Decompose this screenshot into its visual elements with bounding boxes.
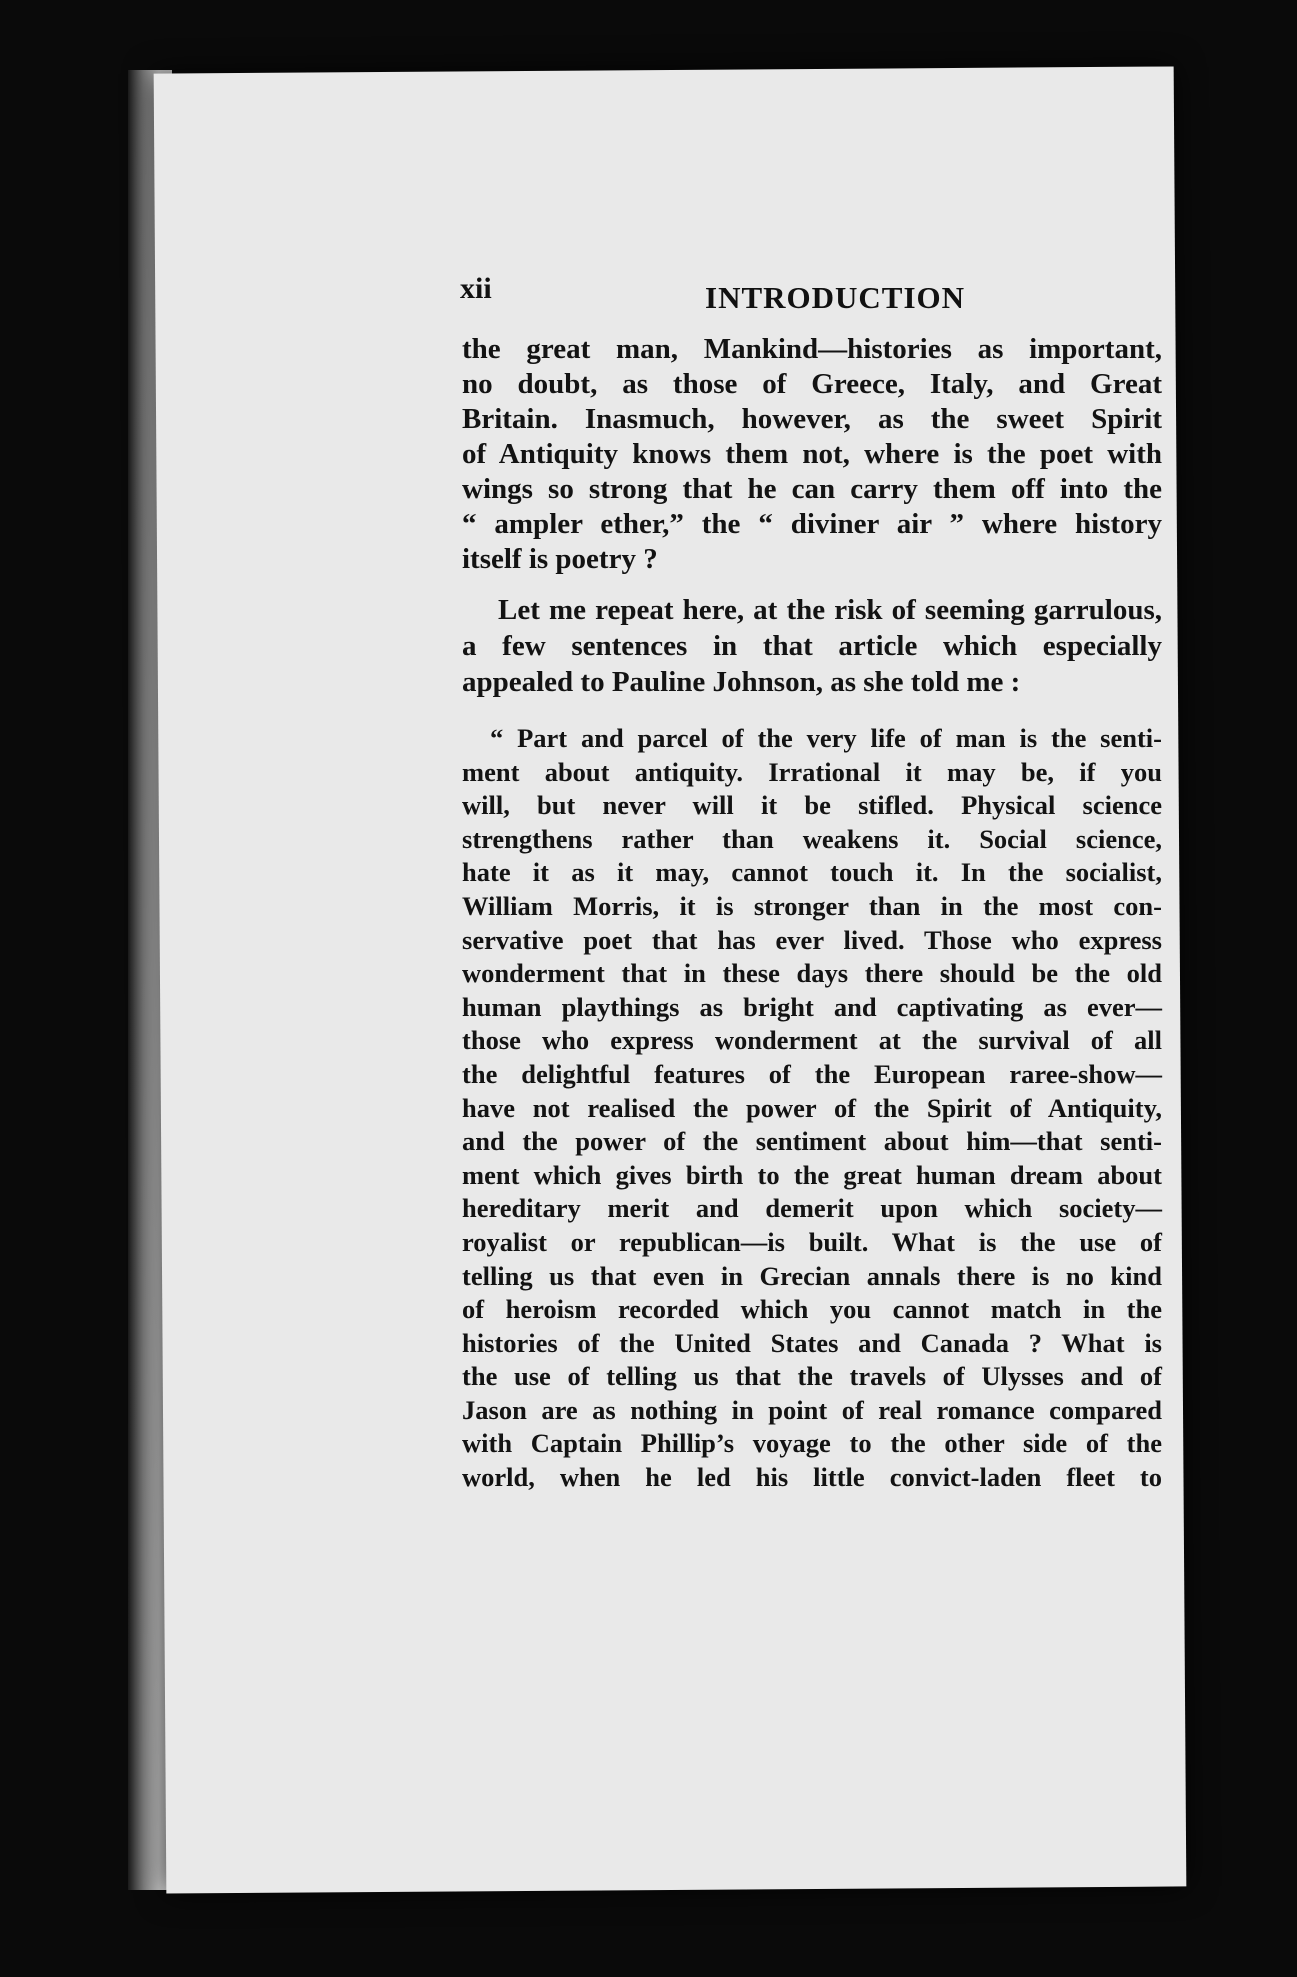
quote-line: with Captain Phillip’s voyage to the other side of the xyxy=(462,1428,1162,1459)
quote-line: hereditary merit and demerit upon which society— xyxy=(462,1193,1162,1224)
quote-line: the use of telling us that the travels of Ulysses and of xyxy=(462,1361,1162,1392)
text-line: wings so strong that he can carry them off into the xyxy=(462,473,1162,505)
quote-line: of heroism recorded which you cannot match in the xyxy=(462,1294,1162,1325)
quote-line: servative poet that has ever lived. Those who express xyxy=(462,924,1162,955)
text-line: no doubt, as those of Greece, Italy, and Great xyxy=(462,368,1162,400)
text-line: Let me repeat here, at the risk of seeming garrulous, xyxy=(498,594,1162,626)
running-head: INTRODUCTION xyxy=(705,280,966,315)
quote-line: human playthings as bright and captivating as ever— xyxy=(462,991,1162,1022)
quote-line: will, but never will it be stifled. Physical science xyxy=(462,790,1162,821)
quote-line: telling us that even in Grecian annals there is no kind xyxy=(462,1260,1162,1291)
paragraph-1 xyxy=(462,332,1162,577)
page-number: xii xyxy=(460,272,492,305)
quote-line: ment about antiquity. Irrational it may be, if you xyxy=(462,756,1162,787)
quote-line: royalist or republican—is built. What is the use of xyxy=(462,1226,1162,1257)
quote-line: ment which gives birth to the great human dream about xyxy=(462,1159,1162,1190)
quote-line: the delightful features of the European raree-show— xyxy=(462,1058,1162,1089)
quote-line: Jason are as nothing in point of real romance compared xyxy=(462,1394,1162,1425)
text-line: itself is poetry ? xyxy=(462,543,658,575)
quote-line: hate it as it may, cannot touch it. In the socialist, xyxy=(462,857,1162,888)
quote-line: William Morris, it is stronger than in the most con- xyxy=(462,890,1162,921)
quote-line: have not realised the power of the Spirit of Antiquity, xyxy=(462,1092,1162,1123)
quote-line: histories of the United States and Canada ? What is xyxy=(462,1327,1162,1358)
quote-line: wonderment that in these days there should be the old xyxy=(462,958,1162,989)
block-quote xyxy=(462,722,1162,1495)
text-line: “ ampler ether,” the “ diviner air ” where history xyxy=(462,508,1162,540)
quote-line: and the power of the sentiment about him—that senti- xyxy=(462,1126,1162,1157)
paragraph-2 xyxy=(462,592,1162,700)
quote-line: those who express wonderment at the survival of all xyxy=(462,1025,1162,1056)
text-line: appealed to Pauline Johnson, as she told me : xyxy=(462,666,1021,698)
text-line: Britain. Inasmuch, however, as the sweet Spirit xyxy=(462,403,1162,435)
quote-line: world, when he led his little convict-laden fleet to xyxy=(462,1462,1162,1493)
text-line: the great man, Mankind—histories as important, xyxy=(462,333,1162,365)
quote-line: strengthens rather than weakens it. Social science, xyxy=(462,823,1162,854)
text-line: a few sentences in that article which especially xyxy=(462,630,1162,662)
text-line: of Antiquity knows them not, where is the poet with xyxy=(462,438,1162,470)
quote-line: “ Part and parcel of the very life of man is the senti- xyxy=(490,723,1162,753)
